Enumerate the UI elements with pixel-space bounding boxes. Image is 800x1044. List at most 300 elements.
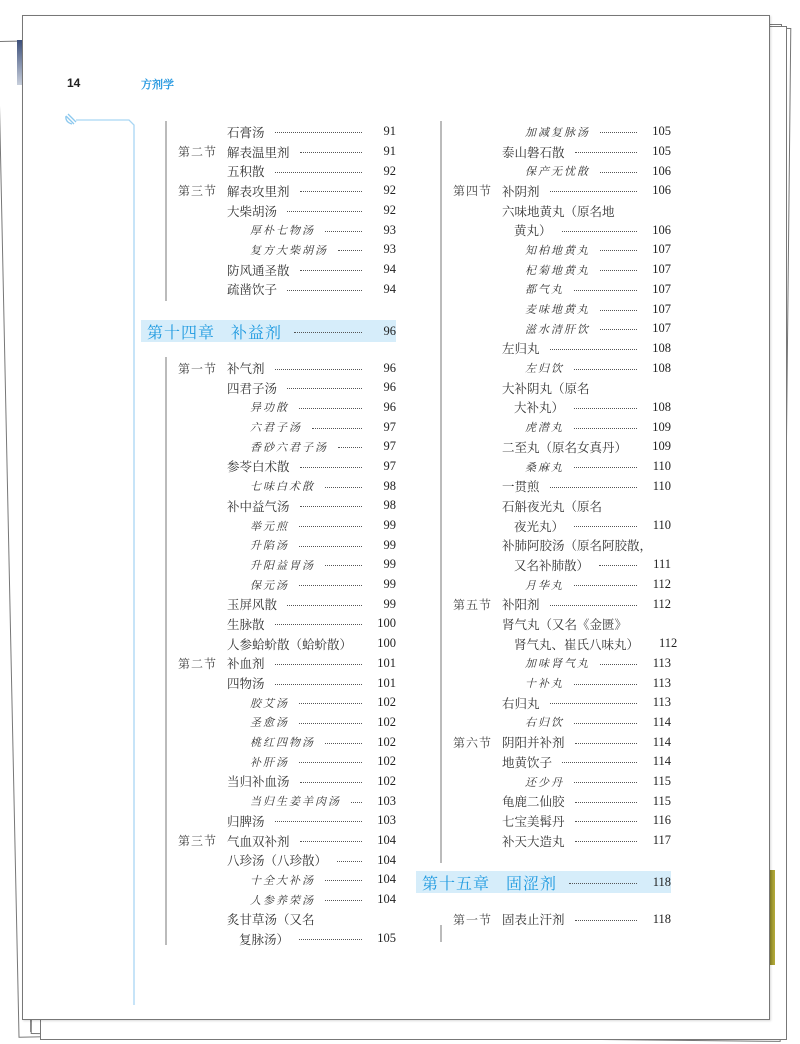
entry-title: 月华丸 xyxy=(525,579,564,592)
toc-entry[interactable] xyxy=(141,358,396,378)
entry-title: 当归生姜羊肉汤 xyxy=(250,796,341,809)
entry-page: 107 xyxy=(652,262,671,277)
entry-title: 加味肾气丸 xyxy=(525,658,590,671)
toc-subentry[interactable] xyxy=(416,772,671,792)
entry-title: 补天大造丸 xyxy=(502,834,565,849)
entry-title: 十全大补汤 xyxy=(250,874,315,887)
section-label: 第一节 xyxy=(178,361,218,376)
dot-leader xyxy=(294,332,362,333)
dot-leader xyxy=(575,802,637,803)
toc-subentry[interactable] xyxy=(416,319,671,339)
toc-entry[interactable] xyxy=(141,831,396,851)
toc-subentry[interactable] xyxy=(416,240,671,260)
toc-entry[interactable] xyxy=(416,437,671,457)
entry-page: 97 xyxy=(383,419,396,434)
entry-title: 泰山磐石散 xyxy=(502,145,565,160)
toc-subentry[interactable] xyxy=(416,713,671,733)
entry-title: 补肺阿胶汤（原名阿胶散， xyxy=(502,539,653,554)
dot-leader xyxy=(574,782,637,783)
entry-page: 105 xyxy=(652,124,671,139)
entry-title: 大柴胡汤 xyxy=(227,204,278,219)
dot-leader xyxy=(325,487,362,488)
toc-entry[interactable] xyxy=(141,260,396,280)
toc-entry[interactable] xyxy=(416,614,671,634)
chapter-title: 固涩剂 xyxy=(506,875,558,893)
entry-title: 桑麻丸 xyxy=(525,461,564,474)
entry-title: 大补丸） xyxy=(514,401,565,416)
entry-page: 105 xyxy=(652,144,671,159)
entry-page: 117 xyxy=(652,833,671,848)
toc-entry[interactable] xyxy=(416,339,671,359)
entry-title: 复脉汤） xyxy=(239,932,290,947)
entry-title: 一贯煎 xyxy=(502,480,540,495)
toc-entry[interactable] xyxy=(141,181,396,201)
entry-page: 114 xyxy=(652,734,671,749)
dot-leader xyxy=(299,762,362,763)
entry-title: 归脾汤 xyxy=(227,814,265,829)
toc-subentry[interactable] xyxy=(141,437,396,457)
entry-title: 复方大柴胡汤 xyxy=(250,244,328,257)
toc-entry[interactable] xyxy=(141,594,396,614)
entry-title: 解表攻里剂 xyxy=(227,184,290,199)
chapter-page: 118 xyxy=(652,874,671,889)
entry-page: 94 xyxy=(383,262,396,277)
entry-title: 举元煎 xyxy=(250,520,289,533)
entry-title: 生脉散 xyxy=(227,617,265,632)
entry-title: 都气丸 xyxy=(525,284,564,297)
entry-page: 115 xyxy=(652,774,671,789)
dot-leader xyxy=(325,900,362,901)
dot-leader xyxy=(300,782,362,783)
entry-page: 107 xyxy=(652,281,671,296)
entry-page: 99 xyxy=(383,596,396,611)
entry-page: 92 xyxy=(383,163,396,178)
entry-title: 六君子汤 xyxy=(250,422,302,435)
entry-title: 补阳剂 xyxy=(502,598,540,613)
toc-subentry[interactable] xyxy=(141,398,396,418)
entry-page: 113 xyxy=(652,655,671,670)
toc-entry[interactable] xyxy=(141,654,396,674)
entry-title: 胶艾汤 xyxy=(250,697,289,710)
toc-subentry[interactable] xyxy=(416,299,671,319)
toc-subentry[interactable] xyxy=(141,693,396,713)
dot-leader xyxy=(550,191,637,192)
entry-title: 左归饮 xyxy=(525,363,564,376)
entry-page: 103 xyxy=(377,813,396,828)
entry-page: 98 xyxy=(383,498,396,513)
dot-leader xyxy=(325,565,362,566)
dot-leader xyxy=(299,408,362,409)
entry-page: 96 xyxy=(383,360,396,375)
entry-page: 107 xyxy=(652,321,671,336)
entry-title: 桃红四物汤 xyxy=(250,737,315,750)
entry-page: 109 xyxy=(652,419,671,434)
entry-page: 106 xyxy=(652,183,671,198)
entry-page: 94 xyxy=(383,281,396,296)
entry-page: 115 xyxy=(652,793,671,808)
entry-title: 炙甘草汤（又名 xyxy=(227,913,315,928)
dot-leader xyxy=(300,506,362,507)
chapter-number: 第十五章 xyxy=(422,875,491,893)
dot-leader xyxy=(275,624,362,625)
toc-subentry[interactable] xyxy=(416,280,671,300)
dot-leader xyxy=(600,329,637,330)
entry-title: 升阳益胃汤 xyxy=(250,559,315,572)
dot-leader xyxy=(351,802,362,803)
entry-title: 圣愈汤 xyxy=(250,717,289,730)
toc-entry[interactable] xyxy=(141,457,396,477)
entry-title: 龟鹿二仙胶 xyxy=(502,795,565,810)
entry-title: 厚朴七物汤 xyxy=(250,225,315,238)
entry-title: 八珍汤（八珍散） xyxy=(227,854,328,869)
toc-entry[interactable] xyxy=(141,909,396,929)
dot-leader xyxy=(338,447,362,448)
entry-title: 保产无忧散 xyxy=(525,166,590,179)
section-label: 第一节 xyxy=(453,912,493,927)
entry-page: 109 xyxy=(652,439,671,454)
toc-entry[interactable] xyxy=(416,142,671,162)
entry-page: 100 xyxy=(377,616,396,631)
toc-entry[interactable] xyxy=(141,201,396,221)
toc-entry[interactable] xyxy=(141,614,396,634)
toc-entry[interactable] xyxy=(416,634,678,654)
entry-title: 防风通圣散 xyxy=(227,263,290,278)
entry-title: 补中益气汤 xyxy=(227,499,290,514)
toc-entry[interactable] xyxy=(416,555,671,575)
decorative-bracket-icon xyxy=(62,112,142,1012)
entry-page: 92 xyxy=(383,203,396,218)
toc-entry[interactable] xyxy=(141,850,396,870)
toc-column-left xyxy=(141,122,396,949)
entry-title: 大补阴丸（原名 xyxy=(502,381,590,396)
toc-entry[interactable] xyxy=(416,732,671,752)
dot-leader xyxy=(600,310,637,311)
entry-page: 97 xyxy=(383,439,396,454)
toc-entry[interactable] xyxy=(141,496,396,516)
entry-page: 114 xyxy=(652,714,671,729)
toc-entry[interactable] xyxy=(141,634,396,654)
entry-page: 116 xyxy=(652,813,671,828)
book-title: 方剂学 xyxy=(141,79,174,91)
entry-title: 右归饮 xyxy=(525,717,564,730)
entry-page: 99 xyxy=(383,518,396,533)
dot-leader xyxy=(550,605,637,606)
toc-subentry[interactable] xyxy=(416,358,671,378)
toc-subentry[interactable] xyxy=(141,752,396,772)
dot-leader xyxy=(574,723,637,724)
dot-leader xyxy=(299,703,362,704)
chapter-heading[interactable] xyxy=(141,320,396,342)
dot-leader xyxy=(299,585,362,586)
entry-page: 102 xyxy=(377,773,396,788)
toc-subentry[interactable] xyxy=(141,732,396,752)
toc-subentry[interactable] xyxy=(141,555,396,575)
chapter-heading[interactable] xyxy=(416,871,671,893)
entry-page: 113 xyxy=(652,695,671,710)
toc-entry[interactable] xyxy=(141,811,396,831)
entry-title: 香砂六君子汤 xyxy=(250,441,328,454)
entry-title: 加减复脉汤 xyxy=(525,126,590,139)
toc-subentry[interactable] xyxy=(141,575,396,595)
toc-entry[interactable] xyxy=(416,220,671,240)
entry-page: 98 xyxy=(383,478,396,493)
chapter-title: 补益剂 xyxy=(231,324,283,342)
entry-page: 91 xyxy=(383,124,396,139)
dot-leader xyxy=(299,546,362,547)
entry-title: 异功散 xyxy=(250,402,289,415)
entry-title: 六味地黄丸（原名地 xyxy=(502,204,615,219)
dot-leader xyxy=(574,684,637,685)
dot-leader xyxy=(325,880,362,881)
dot-leader xyxy=(574,467,637,468)
entry-page: 112 xyxy=(652,596,671,611)
dot-leader xyxy=(287,290,362,291)
dot-leader xyxy=(275,132,362,133)
entry-page: 104 xyxy=(377,852,396,867)
toc-entry[interactable] xyxy=(416,201,671,221)
dot-leader xyxy=(600,172,637,173)
entry-page: 102 xyxy=(377,734,396,749)
section-label: 第五节 xyxy=(453,597,493,612)
dot-leader xyxy=(574,428,637,429)
dot-leader xyxy=(550,703,637,704)
entry-page: 110 xyxy=(652,518,671,533)
dot-leader xyxy=(550,349,637,350)
entry-title: 气血双补剂 xyxy=(227,834,290,849)
toc-entry[interactable] xyxy=(141,929,396,949)
dot-leader xyxy=(562,762,637,763)
entry-page: 99 xyxy=(383,577,396,592)
entry-title: 右归丸 xyxy=(502,696,540,711)
entry-title: 补阴剂 xyxy=(502,184,540,199)
entry-title: 夜光丸） xyxy=(514,519,565,534)
dot-leader xyxy=(275,664,362,665)
toc-subentry[interactable] xyxy=(416,260,671,280)
toc-entry[interactable] xyxy=(141,280,396,300)
dot-leader xyxy=(600,250,637,251)
entry-title: 固表止汗剂 xyxy=(502,913,565,928)
dot-leader xyxy=(275,821,362,822)
entry-title: 黄丸） xyxy=(514,224,552,239)
toc-subentry[interactable] xyxy=(416,161,671,181)
toc-entry[interactable] xyxy=(416,693,671,713)
entry-title: 补气剂 xyxy=(227,362,265,377)
chapter-number: 第十四章 xyxy=(147,324,216,342)
entry-page: 108 xyxy=(652,399,671,414)
entry-page: 108 xyxy=(652,360,671,375)
entry-title: 解表温里剂 xyxy=(227,145,290,160)
entry-title: 四君子汤 xyxy=(227,381,278,396)
entry-page: 114 xyxy=(652,754,671,769)
dot-leader xyxy=(574,408,637,409)
entry-title: 十补丸 xyxy=(525,678,564,691)
entry-page: 112 xyxy=(659,636,678,651)
entry-page: 107 xyxy=(652,242,671,257)
entry-title: 肾气丸（又名《金匮》 xyxy=(502,618,628,633)
entry-page: 97 xyxy=(383,458,396,473)
entry-page: 104 xyxy=(377,833,396,848)
dot-leader xyxy=(574,526,637,527)
toc-entry[interactable] xyxy=(141,142,396,162)
entry-page: 104 xyxy=(377,892,396,907)
dot-leader xyxy=(600,132,637,133)
toc-entry[interactable] xyxy=(141,673,396,693)
toc-entry[interactable] xyxy=(416,831,671,851)
toc-entry[interactable] xyxy=(416,516,671,536)
entry-page: 106 xyxy=(652,222,671,237)
toc-entry[interactable] xyxy=(416,476,671,496)
toc-entry[interactable] xyxy=(416,181,671,201)
dot-leader xyxy=(575,743,637,744)
dot-leader xyxy=(312,428,362,429)
toc-subentry[interactable] xyxy=(416,673,671,693)
toc-entry[interactable] xyxy=(141,122,396,142)
entry-title: 人参养荣汤 xyxy=(250,894,315,907)
dot-leader xyxy=(574,290,637,291)
dot-leader xyxy=(300,467,362,468)
toc-entry[interactable] xyxy=(416,909,671,929)
entry-page: 99 xyxy=(383,557,396,572)
entry-page: 107 xyxy=(652,301,671,316)
toc-subentry[interactable] xyxy=(141,476,396,496)
dot-leader xyxy=(287,211,362,212)
dot-leader xyxy=(338,250,362,251)
entry-page: 108 xyxy=(652,340,671,355)
entry-page: 118 xyxy=(652,911,671,926)
dot-leader xyxy=(300,841,362,842)
dot-leader xyxy=(337,861,362,862)
entry-page: 113 xyxy=(652,675,671,690)
section-label: 第三节 xyxy=(178,834,218,849)
dot-leader xyxy=(299,939,362,940)
entry-page: 103 xyxy=(377,793,396,808)
entry-title: 升陷汤 xyxy=(250,540,289,553)
toc-subentry[interactable] xyxy=(141,870,396,890)
entry-page: 106 xyxy=(652,163,671,178)
dot-leader xyxy=(574,585,637,586)
dot-leader xyxy=(275,172,362,173)
toc-subentry[interactable] xyxy=(416,122,671,142)
entry-title: 肾气丸、崔氏八味丸） xyxy=(514,637,640,652)
toc-subentry[interactable] xyxy=(141,791,396,811)
entry-page: 101 xyxy=(377,675,396,690)
entry-title: 二至丸（原名女真丹） xyxy=(502,440,628,455)
dot-leader xyxy=(574,369,637,370)
toc-entry[interactable] xyxy=(141,161,396,181)
toc-subentry[interactable] xyxy=(141,220,396,240)
entry-page: 101 xyxy=(377,655,396,670)
dot-leader xyxy=(600,664,637,665)
toc-column-right xyxy=(416,122,678,929)
toc-subentry[interactable] xyxy=(416,417,671,437)
toc-entry[interactable] xyxy=(141,772,396,792)
dot-leader xyxy=(299,723,362,724)
entry-page: 105 xyxy=(377,931,396,946)
entry-title: 玉屏风散 xyxy=(227,598,278,613)
toc-subentry[interactable] xyxy=(416,575,671,595)
entry-page: 91 xyxy=(383,144,396,159)
entry-page: 112 xyxy=(652,577,671,592)
entry-page: 111 xyxy=(653,557,671,572)
entry-title: 补血剂 xyxy=(227,657,265,672)
toc-entry[interactable] xyxy=(416,535,671,555)
toc-entry[interactable] xyxy=(416,496,671,516)
entry-title: 疏凿饮子 xyxy=(227,283,278,298)
entry-title: 人参蛤蚧散（蛤蚧散） xyxy=(227,637,353,652)
toc-entry[interactable] xyxy=(416,791,671,811)
chapter-page: 96 xyxy=(383,323,396,338)
toc-subentry[interactable] xyxy=(141,240,396,260)
entry-page: 102 xyxy=(377,695,396,710)
toc-entry[interactable] xyxy=(416,398,671,418)
entry-page: 96 xyxy=(383,399,396,414)
dot-leader xyxy=(575,152,637,153)
toc-subentry[interactable] xyxy=(141,890,396,910)
entry-title: 麦味地黄丸 xyxy=(525,304,590,317)
entry-page: 99 xyxy=(383,537,396,552)
toc-entry[interactable] xyxy=(141,378,396,398)
dot-leader xyxy=(575,821,637,822)
entry-title: 五积散 xyxy=(227,165,265,180)
entry-title: 四物汤 xyxy=(227,677,265,692)
entry-page: 93 xyxy=(383,242,396,257)
dot-leader xyxy=(575,841,637,842)
toc-subentry[interactable] xyxy=(416,457,671,477)
section-label: 第四节 xyxy=(453,184,493,199)
entry-title: 石斛夜光丸（原名 xyxy=(502,499,603,514)
entry-title: 知柏地黄丸 xyxy=(525,244,590,257)
entry-title: 杞菊地黄丸 xyxy=(525,264,590,277)
dot-leader xyxy=(325,231,362,232)
dot-leader xyxy=(550,487,637,488)
toc-subentry[interactable] xyxy=(416,654,671,674)
entry-page: 110 xyxy=(652,478,671,493)
entry-page: 102 xyxy=(377,714,396,729)
entry-title: 七味白术散 xyxy=(250,481,315,494)
entry-title: 七宝美髯丹 xyxy=(502,814,565,829)
toc-entry[interactable] xyxy=(416,811,671,831)
entry-page: 96 xyxy=(383,380,396,395)
toc-entry[interactable] xyxy=(416,752,671,772)
section-label: 第二节 xyxy=(178,656,218,671)
entry-title: 地黄饮子 xyxy=(502,755,553,770)
toc-subentry[interactable] xyxy=(141,417,396,437)
dot-leader xyxy=(599,565,637,566)
entry-page: 110 xyxy=(652,459,671,474)
entry-title: 保元汤 xyxy=(250,579,289,592)
toc-subentry[interactable] xyxy=(141,516,396,536)
dot-leader xyxy=(325,743,362,744)
dot-leader xyxy=(287,388,362,389)
section-label: 第三节 xyxy=(178,184,218,199)
toc-subentry[interactable] xyxy=(141,535,396,555)
entry-page: 92 xyxy=(383,183,396,198)
dot-leader xyxy=(300,270,362,271)
dot-leader xyxy=(569,883,637,884)
entry-page: 100 xyxy=(377,636,396,651)
toc-entry[interactable] xyxy=(416,595,671,615)
section-label: 第二节 xyxy=(178,145,218,160)
toc-entry[interactable] xyxy=(416,378,671,398)
dot-leader xyxy=(275,369,362,370)
dot-leader xyxy=(562,231,637,232)
toc-subentry[interactable] xyxy=(141,713,396,733)
dot-leader xyxy=(575,920,637,921)
entry-title: 石膏汤 xyxy=(227,125,265,140)
dot-leader xyxy=(600,270,637,271)
entry-title: 虎潜丸 xyxy=(525,422,564,435)
page-number: 14 xyxy=(67,76,81,90)
